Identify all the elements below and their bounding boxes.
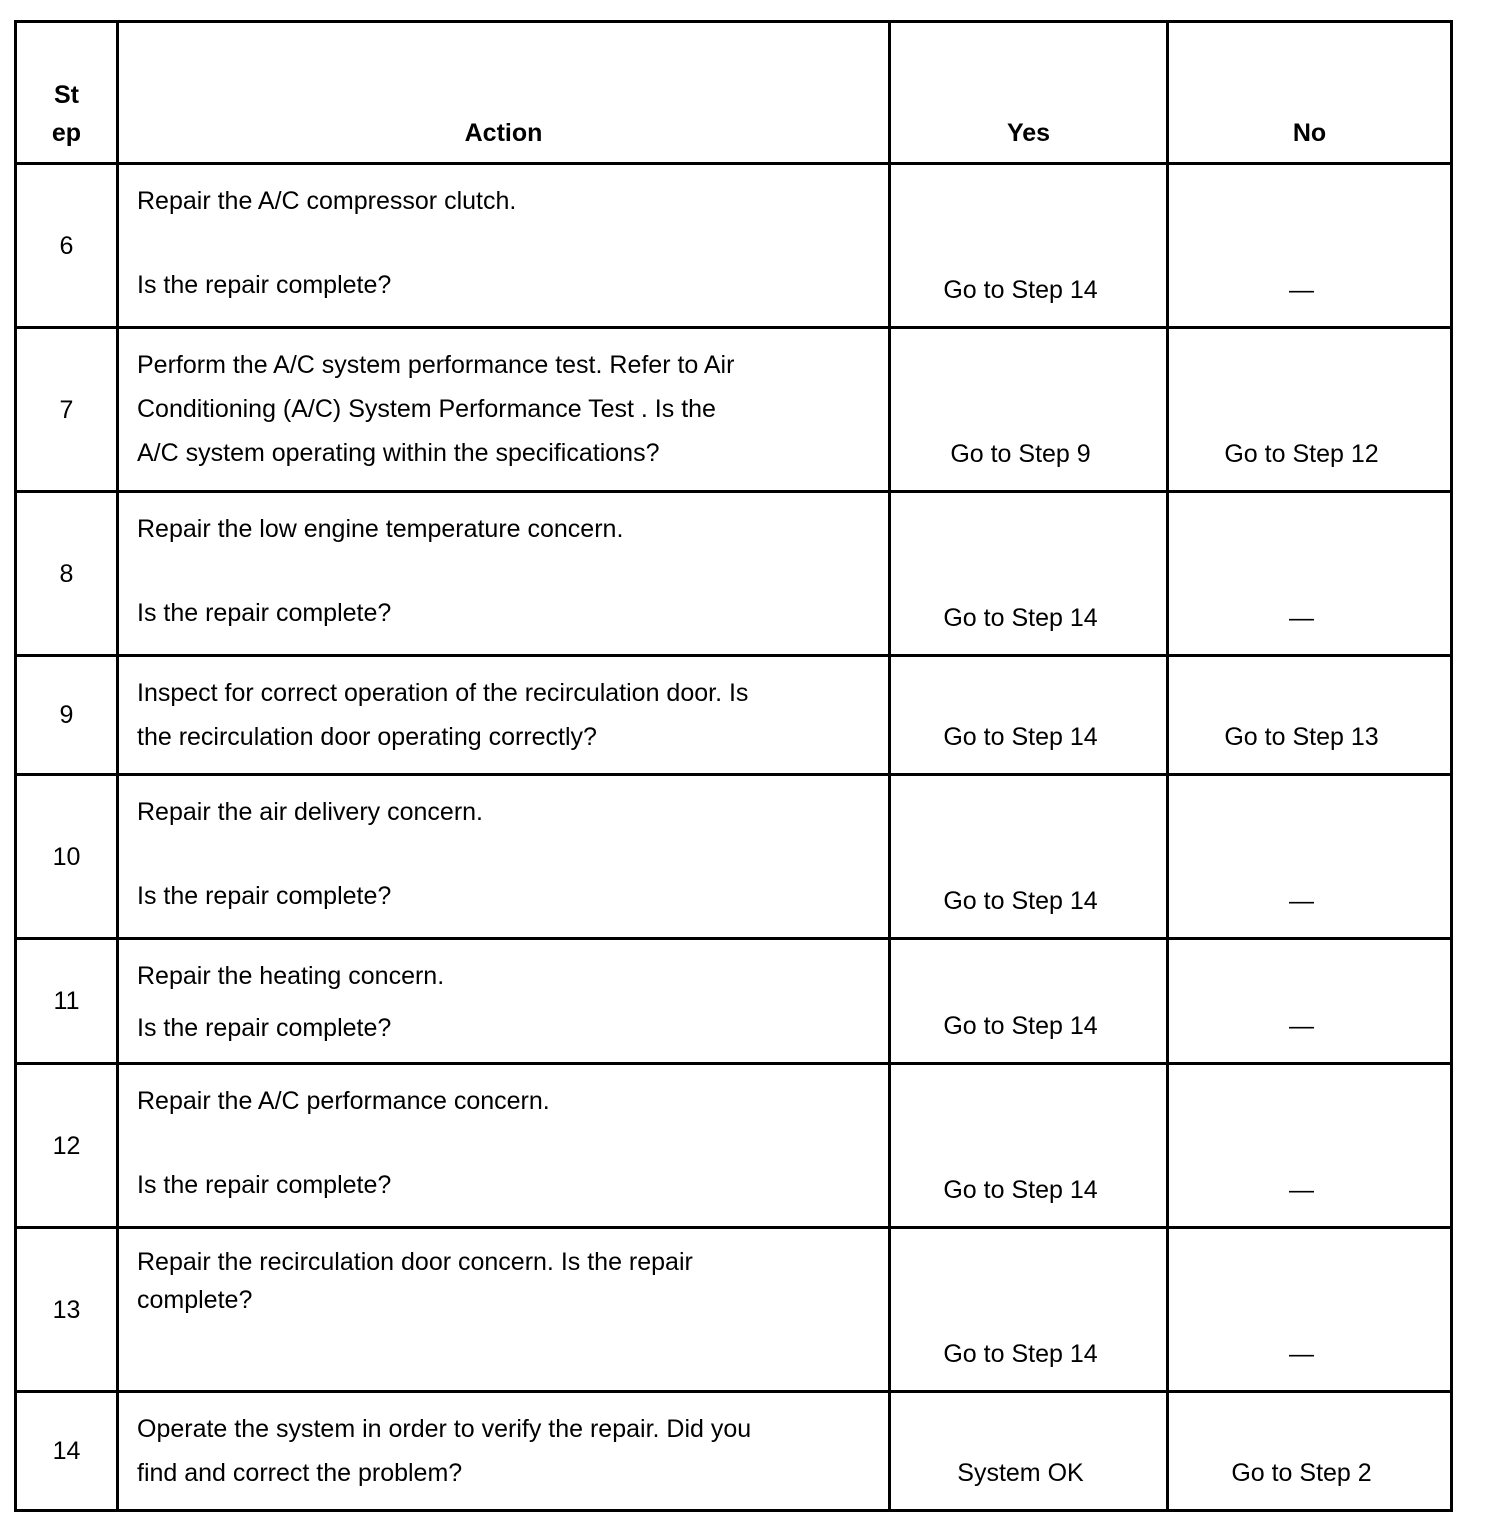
no-text: Go to Step 2 bbox=[1231, 1459, 1372, 1487]
action-line: Is the repair complete? bbox=[137, 599, 392, 627]
header-step bbox=[16, 22, 118, 164]
step-number: 10 bbox=[16, 775, 118, 939]
action-line: Conditioning (A/C) System Performance Test . Is the bbox=[137, 395, 716, 423]
header-step-line2: ep bbox=[51, 119, 82, 147]
yes-cell bbox=[890, 656, 1168, 775]
yes-cell bbox=[890, 164, 1168, 328]
step-number: 8 bbox=[16, 492, 118, 656]
action-line: Is the repair complete? bbox=[137, 1014, 392, 1042]
header-step-line1: St bbox=[54, 81, 79, 109]
yes-text: Go to Step 14 bbox=[943, 604, 1098, 632]
yes-text: Go to Step 14 bbox=[943, 887, 1098, 915]
diagnostic-table bbox=[14, 20, 1453, 1512]
step-number: 12 bbox=[16, 1064, 118, 1228]
action-cell bbox=[118, 656, 890, 775]
action-line: Operate the system in order to verify the repair. Did you bbox=[137, 1415, 752, 1443]
action-cell bbox=[118, 939, 890, 1064]
action-cell bbox=[118, 492, 890, 656]
action-line: Is the repair complete? bbox=[137, 1171, 392, 1199]
action-line: Is the repair complete? bbox=[137, 271, 392, 299]
action-line: Inspect for correct operation of the recirculation door. Is bbox=[137, 679, 749, 707]
table-header-row bbox=[16, 22, 1452, 164]
action-line: Repair the A/C performance concern. bbox=[137, 1087, 550, 1115]
no-text: Go to Step 13 bbox=[1224, 723, 1379, 751]
no-text: — bbox=[1289, 1012, 1314, 1040]
header-action: Action bbox=[118, 22, 890, 164]
yes-text: Go to Step 14 bbox=[943, 723, 1098, 751]
table-row bbox=[16, 939, 1452, 1064]
step-number: 13 bbox=[16, 1228, 118, 1392]
yes-text: Go to Step 14 bbox=[943, 1340, 1098, 1368]
action-cell bbox=[118, 164, 890, 328]
action-line: Repair the low engine temperature concern. bbox=[137, 515, 624, 543]
action-cell bbox=[118, 328, 890, 492]
step-number: 11 bbox=[16, 939, 118, 1064]
action-line: A/C system operating within the specifications? bbox=[137, 439, 660, 467]
no-cell bbox=[1168, 775, 1452, 939]
action-cell bbox=[118, 775, 890, 939]
no-cell bbox=[1168, 1064, 1452, 1228]
step-number: 6 bbox=[16, 164, 118, 328]
step-number: 9 bbox=[16, 656, 118, 775]
table-row bbox=[16, 1228, 1452, 1392]
yes-text: Go to Step 14 bbox=[943, 1012, 1098, 1040]
no-text: — bbox=[1289, 1340, 1314, 1368]
yes-cell bbox=[890, 1392, 1168, 1511]
no-cell bbox=[1168, 164, 1452, 328]
yes-cell bbox=[890, 1228, 1168, 1392]
no-cell bbox=[1168, 328, 1452, 492]
step-number: 7 bbox=[16, 328, 118, 492]
action-line: Repair the heating concern. bbox=[137, 962, 445, 990]
yes-cell bbox=[890, 775, 1168, 939]
table-row bbox=[16, 328, 1452, 492]
no-cell bbox=[1168, 1228, 1452, 1392]
table-row bbox=[16, 492, 1452, 656]
step-number: 14 bbox=[16, 1392, 118, 1511]
table-row bbox=[16, 164, 1452, 328]
action-cell bbox=[118, 1228, 890, 1392]
table-row bbox=[16, 1064, 1452, 1228]
action-line: Repair the recirculation door concern. Is the repair bbox=[137, 1248, 693, 1276]
no-cell bbox=[1168, 656, 1452, 775]
yes-text: Go to Step 9 bbox=[950, 440, 1091, 468]
action-line: the recirculation door operating correctly? bbox=[137, 723, 597, 751]
table-row bbox=[16, 1392, 1452, 1511]
action-cell bbox=[118, 1392, 890, 1511]
action-line: Is the repair complete? bbox=[137, 882, 392, 910]
action-cell bbox=[118, 1064, 890, 1228]
action-line: complete? bbox=[137, 1286, 253, 1314]
yes-cell bbox=[890, 328, 1168, 492]
yes-text: Go to Step 14 bbox=[943, 1176, 1098, 1204]
no-text: — bbox=[1289, 604, 1314, 632]
no-cell bbox=[1168, 492, 1452, 656]
action-line: Repair the air delivery concern. bbox=[137, 798, 483, 826]
no-text: Go to Step 12 bbox=[1224, 440, 1379, 468]
no-text: — bbox=[1289, 1176, 1314, 1204]
header-yes: Yes bbox=[890, 22, 1168, 164]
header-no: No bbox=[1168, 22, 1452, 164]
no-text: — bbox=[1289, 887, 1314, 915]
yes-text: System OK bbox=[957, 1459, 1084, 1487]
yes-cell bbox=[890, 492, 1168, 656]
table-row bbox=[16, 656, 1452, 775]
yes-cell bbox=[890, 939, 1168, 1064]
yes-cell bbox=[890, 1064, 1168, 1228]
action-line: Repair the A/C compressor clutch. bbox=[137, 187, 517, 215]
yes-text: Go to Step 14 bbox=[943, 276, 1098, 304]
action-line: find and correct the problem? bbox=[137, 1459, 463, 1487]
no-cell bbox=[1168, 939, 1452, 1064]
action-line: Perform the A/C system performance test. Refer to Air bbox=[137, 351, 735, 379]
no-cell bbox=[1168, 1392, 1452, 1511]
table-row bbox=[16, 775, 1452, 939]
no-text: — bbox=[1289, 276, 1314, 304]
